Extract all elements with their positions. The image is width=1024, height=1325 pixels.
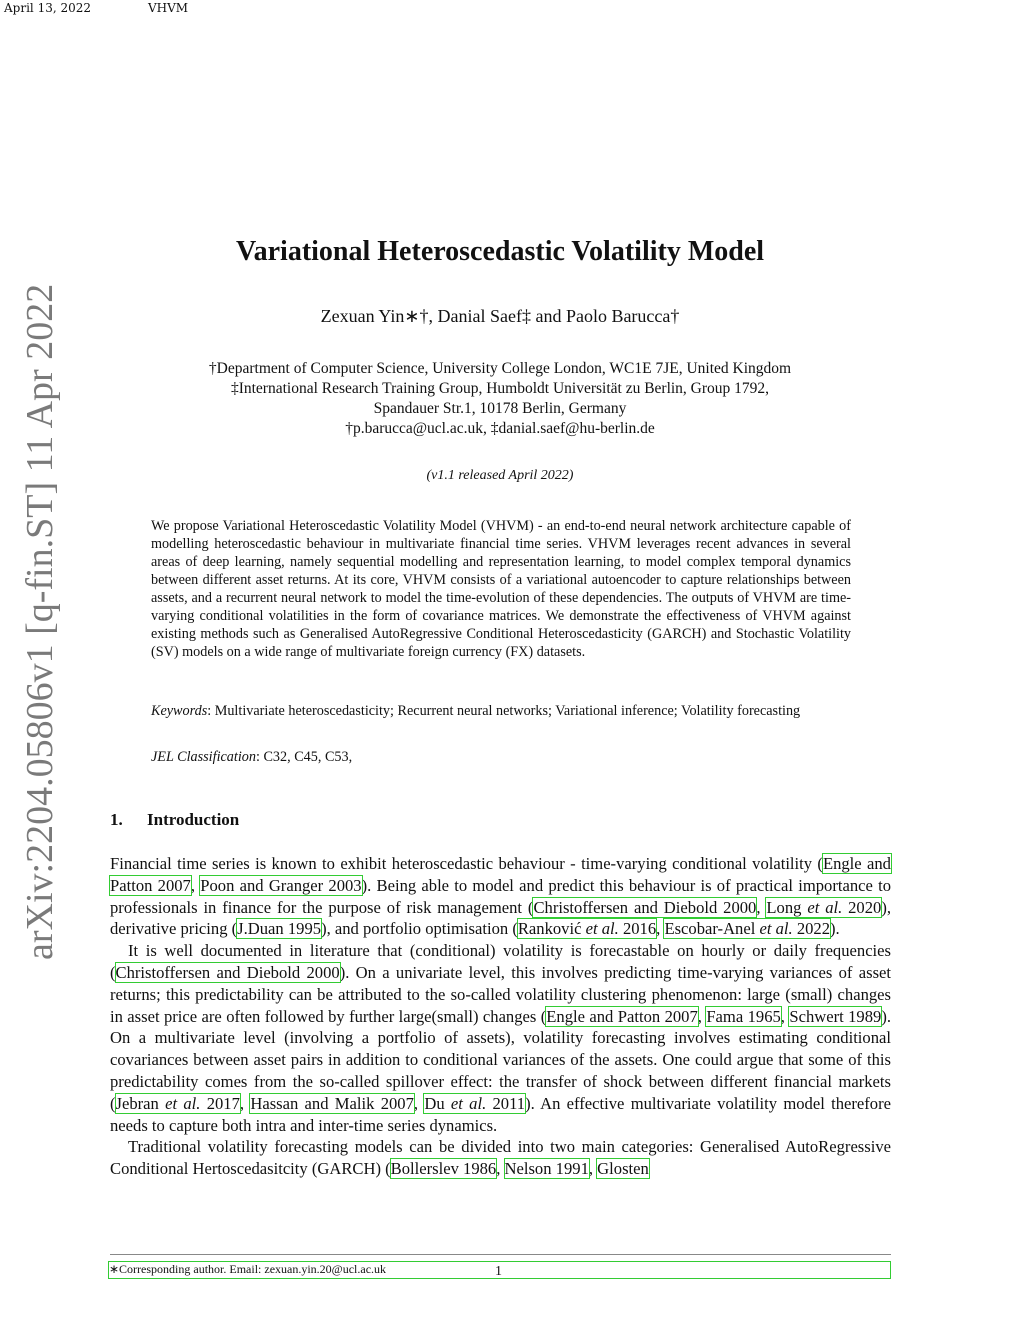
text-run: ). Being able to model and predict this behaviour is of practical importance to professionals in finance for the purpose of risk management (	[110, 875, 892, 917]
citation-author: Jebran	[115, 1093, 166, 1113]
jel-label: JEL Classification	[151, 749, 256, 765]
text-run: ,	[697, 1006, 707, 1026]
jel-text: : C32, C45, C53,	[255, 749, 353, 765]
text-run: It is well documented in literature that (conditional) volatility is forecastable on hourly or daily frequencies (	[110, 941, 891, 982]
keywords-text: : Multivariate heteroscedasticity; Recurrent neural networks; Variational inference; Volatility forecasting	[207, 703, 801, 719]
paper-title: Variational Heteroscedastic Volatility Model	[235, 236, 765, 267]
text-run: ), derivative pricing (	[110, 897, 892, 939]
paragraph	[110, 940, 891, 1136]
abstract: We propose Variational Heteroscedastic Volatility Model (VHVM) - an end-to-end neural network architecture capable of modelling heteroscedastic behaviour in multivariate financial time series. VHVM leverages recent advances in several areas of deep learning, namely sequential modelling and representation learning, to model complex temporal dynamics between different asset returns. At its core, VHVM consists of a variational autoencoder to capture relationships between assets, and a recurrent neural network to model the time-evolution of these dependencies. The outputs of VHVM are time-varying conditional volatilities in the form of covariance matrices. We demonstrate the effectiveness of VHVM against existing methods such as Generalised AutoRegressive Conditional Heteroscedasticity (GARCH) and Stochastic Volatility (SV) models on a wide range of multivariate foreign currency (FX) datasets.	[151, 518, 851, 660]
citation-year: 2020	[842, 897, 882, 917]
citation-link[interactable]: Glosten	[597, 1159, 649, 1179]
author-list: Zexuan Yin∗†, Danial Saef‡ and Paolo Barucca†	[320, 306, 680, 326]
citation-link[interactable]: Christoffersen and Diebold 2000	[115, 962, 340, 982]
citation-author: Ranković	[517, 919, 586, 939]
affiliation-line: †Department of Computer Science, University College London, WC1E 7JE, United Kingdom	[208, 360, 792, 377]
text-run: ).	[830, 919, 840, 939]
citation-link[interactable]: Engle and Patton 2007	[546, 1006, 698, 1026]
text-run: Traditional volatility forecasting models can be divided into two main categories: Generalised AutoRegressive Conditional Hertoscedasitcity (GARCH) (	[110, 1137, 891, 1179]
citation-link[interactable]: Nelson 1991	[504, 1159, 589, 1179]
citation-link[interactable]: Engle and Patton 2007	[110, 854, 891, 895]
affiliation-line: Spandauer Str.1, 10178 Berlin, Germany	[373, 400, 627, 417]
text-run: ,	[190, 875, 201, 895]
text-run: ). An effective multivariate volatility model therefore needs to capture both intra and inter-time series dynamics.	[110, 1093, 891, 1135]
text-run: ). On a univariate level, this involves predicting time-varying variances of asset returns; this predictability can be attributed to the so-called volatility clustering phenomenon: large (small) changes in asset price are often followed by further large(small) changes (	[110, 962, 891, 1026]
header-date: April 13, 2022	[4, 1, 92, 15]
affiliation-line: †p.barucca@ucl.ac.uk, ‡danial.saef@hu-berlin.de	[345, 420, 655, 437]
citation-etal: et al.	[450, 1093, 487, 1113]
citation-year: 2022	[792, 919, 831, 939]
citation-etal: et al.	[585, 919, 619, 939]
section-heading	[110, 810, 239, 830]
text-run: ,	[780, 1006, 790, 1026]
citation-year: 2016	[618, 919, 657, 939]
header-short-title: VHVM	[148, 1, 189, 15]
jel-classification	[151, 748, 851, 766]
citation-author: Escobar-Anel	[664, 919, 760, 939]
keywords-label: Keywords	[151, 703, 208, 719]
citation-link[interactable]: Christoffersen and Diebold 2000	[533, 897, 757, 917]
text-run: ,	[413, 1093, 425, 1113]
citation-link[interactable]: Hassan and Malik 2007	[250, 1093, 414, 1113]
citation-author: Du	[424, 1093, 451, 1113]
section-number: 1.	[110, 810, 123, 829]
citation-link[interactable]	[116, 1094, 240, 1113]
citation-link[interactable]	[424, 1094, 525, 1113]
paragraph	[110, 1136, 891, 1180]
version-note: (v1.1 released April 2022)	[426, 468, 574, 483]
text-run: ), and portfolio optimisation (	[321, 919, 518, 939]
citation-year: 2017	[200, 1093, 240, 1113]
citation-link[interactable]: Fama 1965	[706, 1006, 781, 1026]
citation-link[interactable]: Bollerslev 1986	[390, 1159, 497, 1179]
text-run: ,	[239, 1093, 251, 1113]
citation-link[interactable]	[664, 919, 830, 938]
text-run: ,	[496, 1159, 505, 1179]
affiliations	[0, 359, 1000, 439]
page-number: 1	[495, 1264, 502, 1279]
footnote-rule	[110, 1254, 891, 1255]
arxiv-stamp-text: arXiv:2204.05806v1 [q-fin.ST] 11 Apr 2022	[19, 283, 61, 960]
text-run: ,	[756, 897, 767, 917]
citation-etal: et al.	[807, 897, 843, 917]
text-run: ). On a multivariate level (involving a portfolio of assets), volatility forecasting involves estimating conditional covariances between asset pairs in addition to conditional variances of the assets. One could argue that some of this predictability comes from the so-called spillover effect: the transfer of shock between different financial markets (	[110, 1006, 892, 1113]
citation-etal: et al.	[165, 1093, 201, 1113]
citation-year: 2011	[486, 1093, 526, 1113]
citation-author: Long	[766, 897, 808, 917]
citation-link[interactable]: Poon and Granger 2003	[200, 875, 362, 895]
text-run: ,	[588, 1159, 598, 1179]
keywords	[151, 702, 851, 720]
text-run: Financial time series is known to exhibit heteroscedastic behaviour - time-varying conditional volatility (	[110, 854, 823, 873]
text-run: ,	[656, 919, 665, 939]
citation-etal: et al.	[759, 919, 793, 939]
citation-link[interactable]	[766, 898, 881, 917]
section-title: Introduction	[147, 810, 240, 829]
citation-link[interactable]	[518, 919, 656, 938]
affiliation-line: ‡International Research Training Group, Humboldt Universität zu Berlin, Group 1792,	[230, 380, 770, 397]
body-text	[110, 853, 891, 1180]
footnote[interactable]: ∗Corresponding author. Email: zexuan.yin.20@ucl.ac.uk	[108, 1261, 891, 1279]
citation-link[interactable]: Schwert 1989	[789, 1006, 882, 1026]
paragraph	[110, 853, 891, 940]
citation-link[interactable]: J.Duan 1995	[237, 919, 322, 939]
